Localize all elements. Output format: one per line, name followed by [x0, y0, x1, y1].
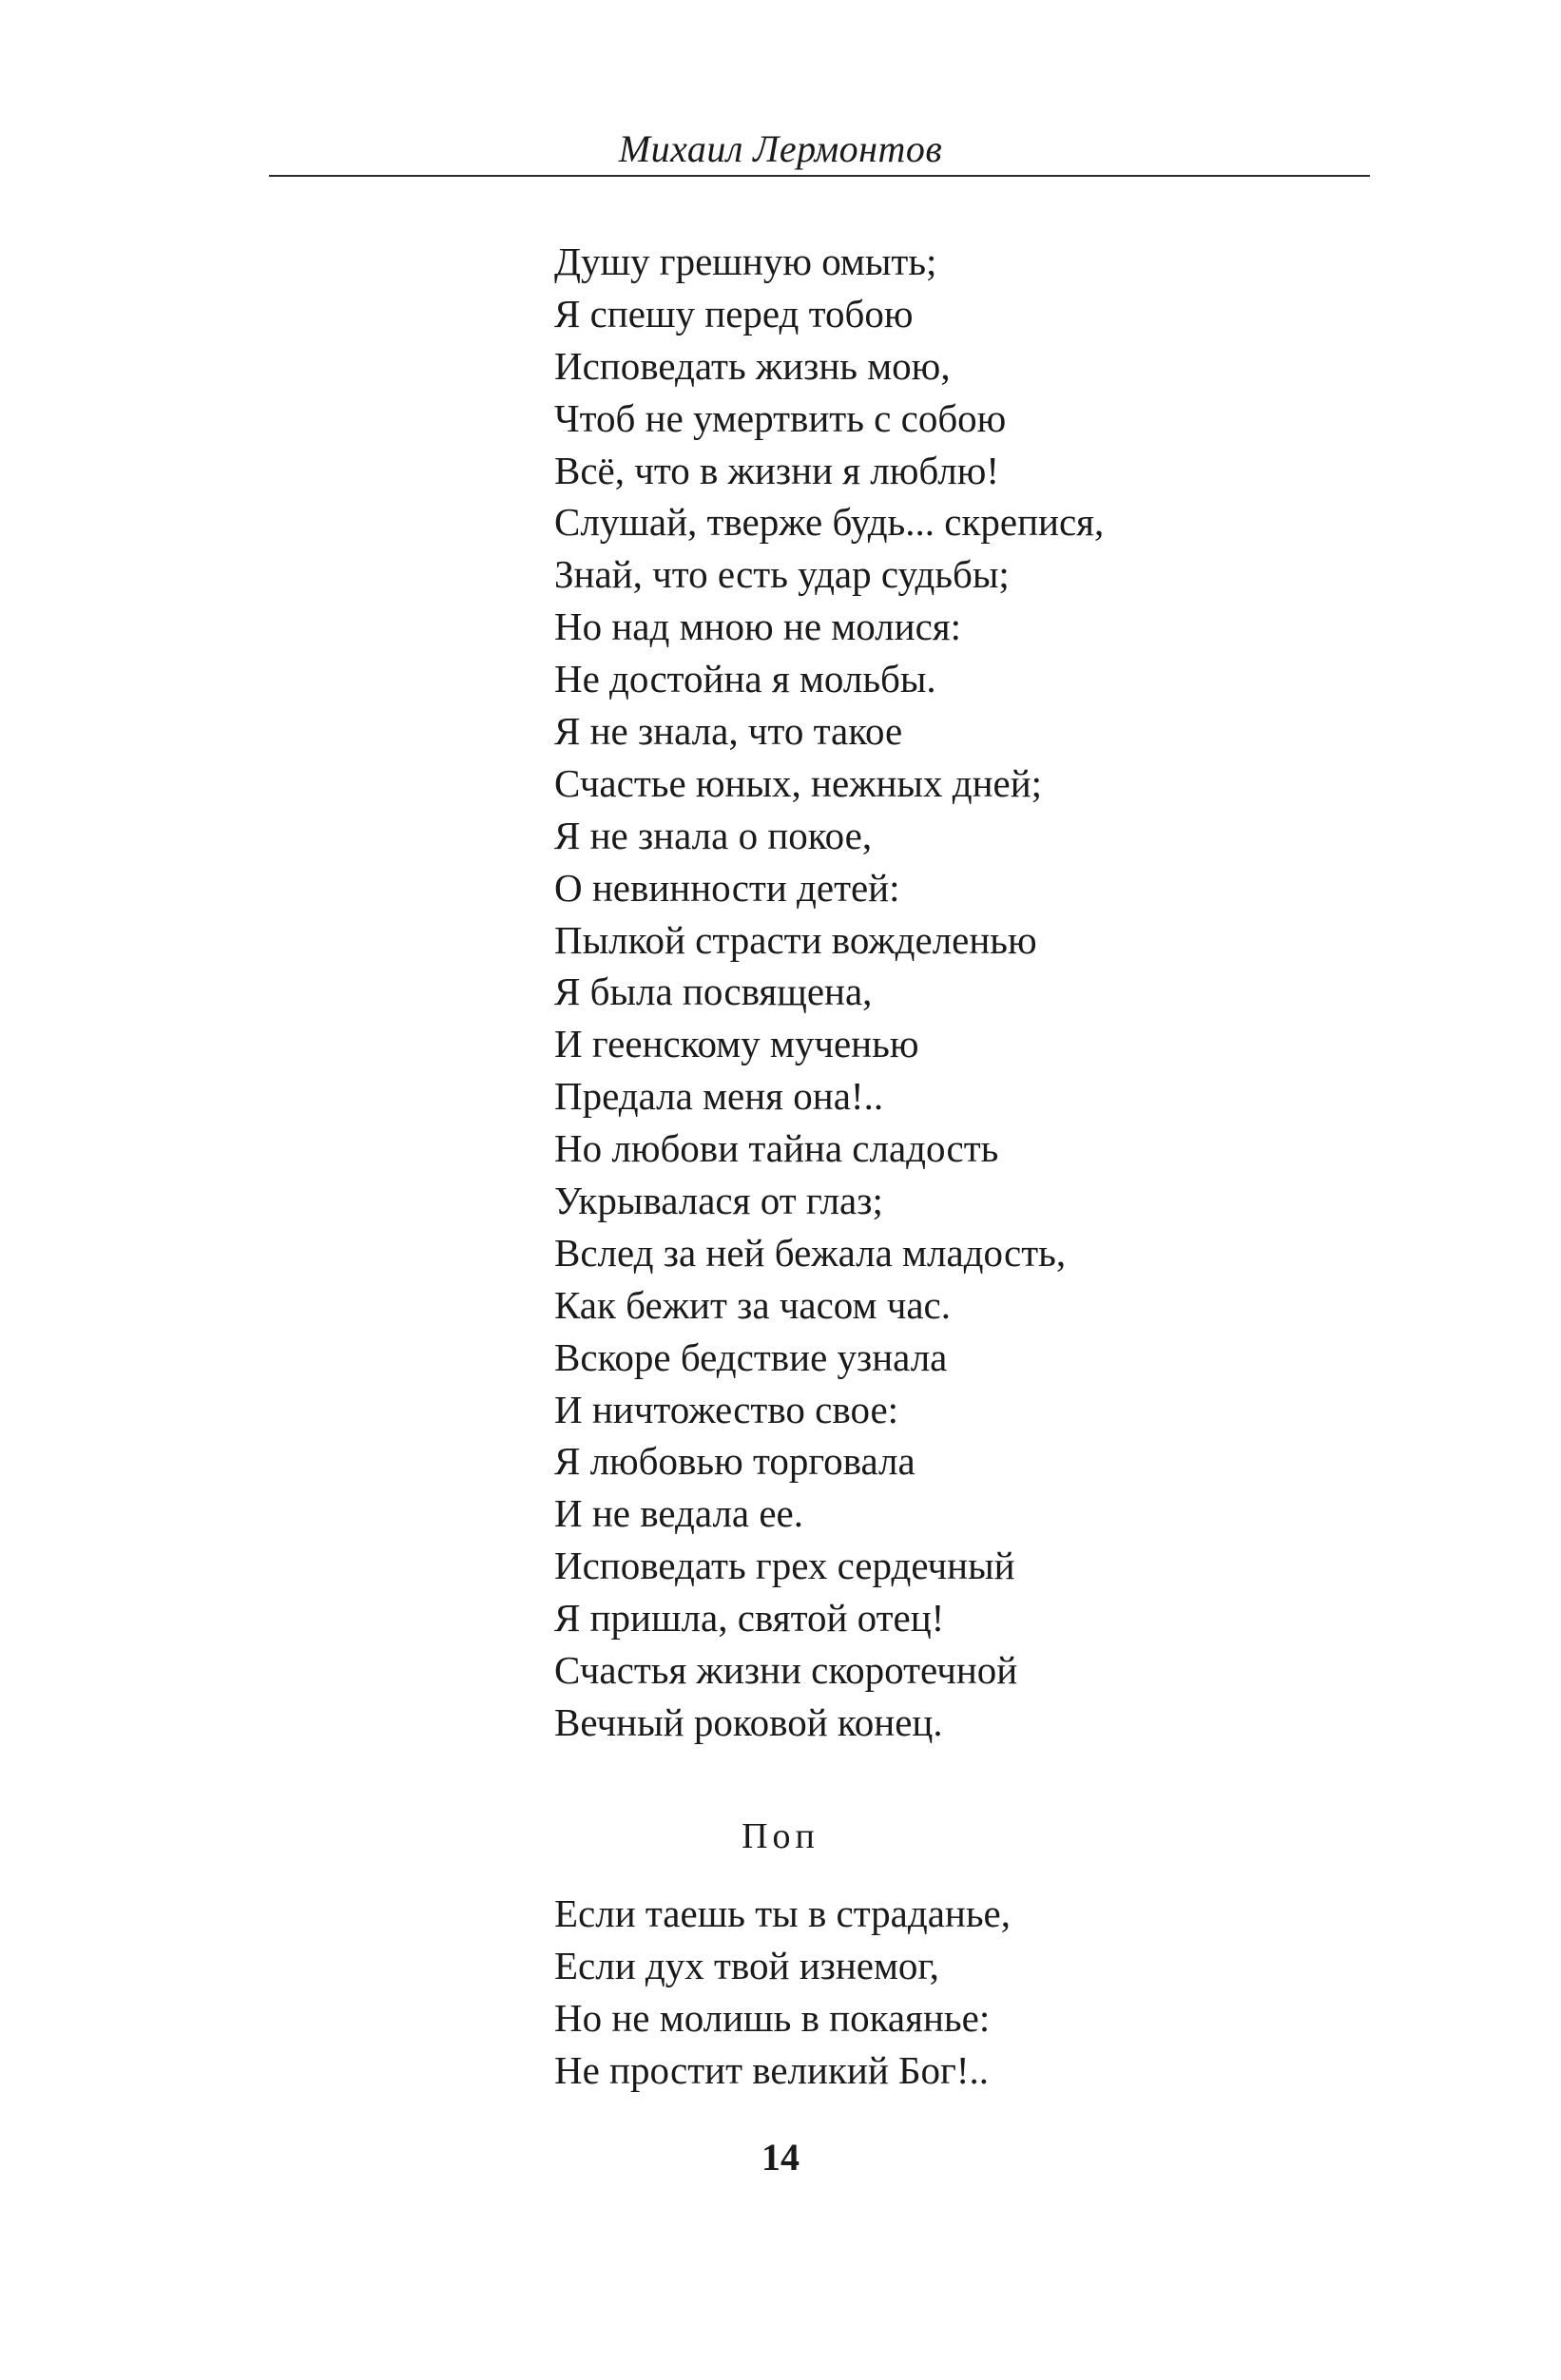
verse-line: Если таешь ты в страданье, — [554, 1891, 1012, 1935]
poem-title: Поп — [742, 1816, 819, 1856]
verse-line: Счастье юных, нежных дней; — [554, 760, 1043, 805]
header-rule — [269, 175, 1370, 177]
verse-line: Как бежит за часом час. — [554, 1282, 951, 1327]
verse-line: Вскоре бедствие узнала — [554, 1334, 948, 1379]
verse-line: Предала меня она!.. — [554, 1074, 884, 1119]
stanza-2 — [554, 1888, 1011, 2097]
verse-line: Но не молишь в покаянье: — [554, 1995, 991, 2040]
verse-line: Счастья жизни скоротечной — [554, 1648, 1018, 1693]
verse-line: Я спешу перед тобою — [554, 291, 914, 336]
verse-line: Исповедать грех сердечный — [554, 1544, 1015, 1588]
page-number: 14 — [761, 2136, 800, 2178]
verse-line: И не ведала ее. — [554, 1491, 803, 1536]
verse-line: Не достойна я мольбы. — [554, 657, 936, 701]
verse-line: Я любовью торговала — [554, 1439, 915, 1484]
verse-line: Не простит великий Бог!.. — [554, 2047, 990, 2092]
verse-line: Вслед за ней бежала младость, — [554, 1230, 1067, 1275]
verse-line: О невинности детей: — [554, 865, 900, 910]
verse-line: Но над мною не молися: — [554, 605, 962, 649]
verse-line: Пылкой страсти вожделенью — [554, 917, 1037, 962]
verse-line: Но любови тайна сладость — [554, 1126, 999, 1171]
verse-line: Если дух твой изнемог, — [554, 1943, 939, 1987]
verse-line: Душу грешную омыть; — [554, 240, 937, 283]
verse-line: Чтоб не умертвить с собою — [554, 395, 1007, 440]
verse-line: Я пришла, святой отец! — [554, 1596, 945, 1641]
verse-line: Знай, что есть удар судьбы; — [554, 552, 1010, 597]
verse-line: Вечный роковой конец. — [554, 1699, 943, 1744]
running-title: Михаил Лермонтов — [618, 127, 943, 170]
verse-line: Я не знала, что такое — [554, 709, 903, 754]
stanza-1 — [554, 236, 1104, 1749]
verse-line: Я не знала о покое, — [554, 813, 873, 857]
verse-line: Исповедать жизнь мою, — [554, 343, 951, 388]
verse-line: Всё, что в жизни я люблю! — [554, 448, 999, 492]
verse-line: Слушай, тверже будь... скрепися, — [554, 500, 1105, 545]
verse-line: Я была посвящена, — [554, 969, 873, 1014]
verse-line: Укрывалася от глаз; — [554, 1179, 883, 1223]
verse-line: И ничтожество свое: — [554, 1387, 899, 1431]
verse-line: И геенскому мученью — [554, 1022, 919, 1066]
